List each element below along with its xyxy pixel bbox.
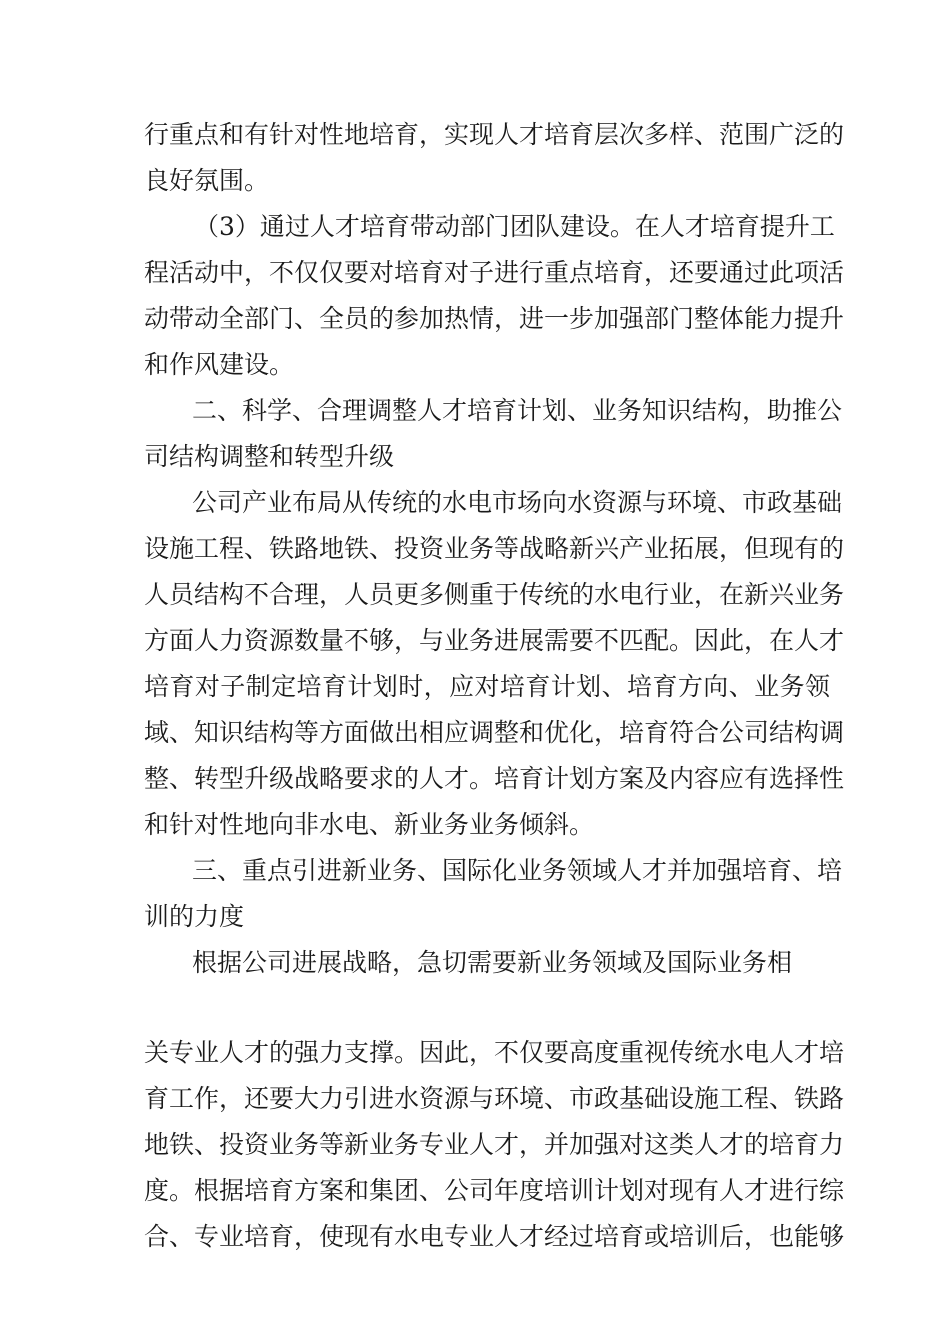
text-line: 育工作，还要大力引进水资源与环境、市政基础设施工程、铁路 bbox=[144, 1084, 845, 1113]
text-line: 良好氛围。 bbox=[144, 166, 270, 195]
text-line: 和作风建设。 bbox=[144, 350, 295, 379]
text-line: 和针对性地向非水电、新业务业务倾斜。 bbox=[144, 810, 595, 839]
text-line: 动带动全部门、全员的参加热情，进一步加强部门整体能力提升 bbox=[144, 304, 845, 333]
text-line: 合、专业培育，使现有水电专业人才经过培育或培训后，也能够 bbox=[144, 1222, 845, 1251]
section-heading: 司结构调整和转型升级 bbox=[144, 442, 395, 471]
text-line: 公司产业布局从传统的水电市场向水资源与环境、市政基础 bbox=[192, 488, 843, 517]
text-line: 培育对子制定培育计划时，应对培育计划、培育方向、业务领 bbox=[144, 672, 830, 701]
text-line: 程活动中，不仅仅要对培育对子进行重点培育，还要通过此项活 bbox=[144, 258, 845, 287]
text-line: 域、知识结构等方面做出相应调整和优化，培育符合公司结构调 bbox=[144, 718, 845, 747]
text-line: （3）通过人才培育带动部门团队建设。在人才培育提升工 bbox=[194, 212, 835, 241]
section-heading: 训的力度 bbox=[144, 902, 245, 931]
text-line: 行重点和有针对性地培育，实现人才培育层次多样、范围广泛的 bbox=[144, 120, 845, 149]
text-line: 地铁、投资业务等新业务专业人才，并加强对这类人才的培育力 bbox=[144, 1130, 845, 1159]
text-line: 方面人力资源数量不够，与业务进展需要不匹配。因此，在人才 bbox=[144, 626, 845, 655]
text-line: 整、转型升级战略要求的人才。培育计划方案及内容应有选择性 bbox=[144, 764, 845, 793]
text-line: 设施工程、铁路地铁、投资业务等战略新兴产业拓展，但现有的 bbox=[144, 534, 845, 563]
text-line: 关专业人才的强力支撑。因此，不仅要高度重视传统水电人才培 bbox=[144, 1038, 845, 1067]
text-line: 根据公司进展战略，急切需要新业务领域及国际业务相 bbox=[192, 948, 793, 977]
section-heading: 三、重点引进新业务、国际化业务领域人才并加强培育、培 bbox=[192, 856, 843, 885]
text-line: 人员结构不合理，人员更多侧重于传统的水电行业，在新兴业务 bbox=[144, 580, 845, 609]
section-heading: 二、科学、合理调整人才培育计划、业务知识结构，助推公 bbox=[192, 396, 843, 425]
text-line: 度。根据培育方案和集团、公司年度培训计划对现有人才进行综 bbox=[144, 1176, 845, 1205]
